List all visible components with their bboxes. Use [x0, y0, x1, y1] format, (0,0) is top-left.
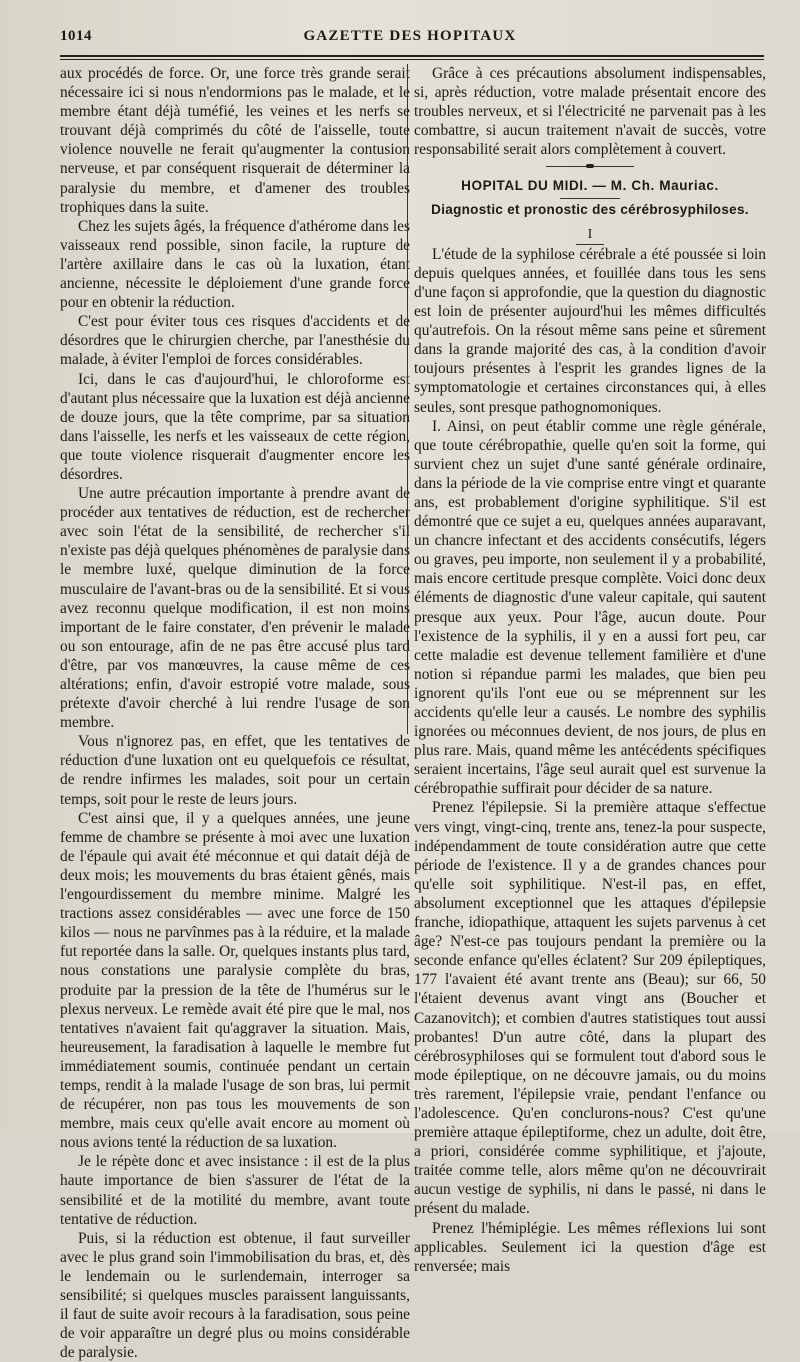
paragraph: Chez les sujets âgés, la fréquence d'athérome dans les vaisseaux rend possible, sinon facile, la rupture de l'artère axillaire dans le cas où la luxation, étant ancienne, nécessite le déploiement d'une grande force pour en obtenir la réduction. — [60, 217, 410, 312]
right-column — [414, 64, 766, 1276]
section-heading: HOPITAL DU MIDI. — M. Ch. Mauriac. — [461, 178, 719, 194]
page-header — [60, 28, 760, 50]
column-divider — [407, 64, 408, 734]
paragraph: C'est pour éviter tous ces risques d'accidents et de désordres que le chirurgien cherche, par l'anesthésie du malade, à éviter l'emploi de forces considérables. — [60, 313, 410, 369]
heading-rule — [560, 198, 620, 199]
paragraph: L'étude de la syphilose cérébrale a été poussée si loin depuis quelques années, et fouillée dans tous les sens d'une façon si approfondie, que la question du diagnostic est loin de présenter aujourd'hui les mêmes difficultés qu'autrefois. On la résout même sans peine et sûrement dans la grande majorité des cas, à la condition d'avoir toujours présentes à l'esprit les grandes lignes de la symptomatologie et certaines circonstances qui, à elles seules, sont presque pathognomoniques. — [414, 245, 766, 416]
paragraph: Prenez l'hémiplégie. Les mêmes réflexions lui sont applicables. Seulement ici la question d'âge est renversée; mais — [414, 1219, 766, 1275]
paragraph: Vous n'ignorez pas, en effet, que les tentatives de réduction d'une luxation ont eu quelquefois ce résultat, de rendre infirmes les malades, soit pour un certain temps, soit pour le reste de leurs jours. — [60, 733, 410, 808]
paragraph: Je le répète donc et avec insistance : il est de la plus haute importance de bien s'assurer de l'état de la sensibilité et de la motilité du membre, avant toute tentative de réduction. — [60, 1153, 410, 1228]
separator-rule — [546, 166, 634, 167]
paragraph: Puis, si la réduction est obtenue, il faut surveiller avec le plus grand soin l'immobilisation du bras, et, dès le lendemain ou le surlendemain, interroger sa sensibilité; si quelques muscles paraissent languissants, il faut de suite avoir recours à la faradisation, sous peine de voir apparaître un degré plus ou moins considérable de paralysie. — [60, 1229, 410, 1362]
paragraph: Prenez l'épilepsie. Si la première attaque s'effectue vers vingt, vingt-cinq, trente ans, tenez-la pour suspecte, indépendamment de toute considération autre que cette période de l'existence. Il y a de grandes chances pour qu'elle soit syphilitique. N'est-il pas, en effet, absolument exceptionnel que les attaques d'épilepsie franche, idiopathique, attaquent les sujets parvenus à cet âge? N'est-ce pas toujours pendant la première ou la seconde enfance qu'elles éclatent? Sur 209 épileptiques, 177 l'avaient été avant trente ans (Beau); sur 66, 50 l'étaient devenus avant vingt ans (Boucher et Cazanovitch); et combien d'autres statistiques tout aussi probantes! D'un autre côté, dans la plupart des cérébrosyphiloses qui se formulent tout d'abord sous le mode épileptique, on ne découvre jamais, ou du moins très rarement, l'épilepsie vraie, pendant l'enfance ou l'adolescence. Qu'en conclurons-nous? C'est qu'une première attaque épileptiforme, chez un adulte, doit être, a priori, considérée comme syphilitique, et j'ajoute, traitée comme telle, alors même qu'on ne découvrirait aucun vestige de syphilis, ni dans le passé, ni dans le présent du malade. — [414, 799, 766, 1218]
journal-title: GAZETTE DES HOPITAUX — [303, 28, 517, 44]
paragraph: Ici, dans le cas d'aujourd'hui, le chloroforme est d'autant plus nécessaire que la luxation est déjà ancienne de douze jours, que la tête comprime, par sa situation dans l'aisselle, les nerfs et les vaisseaux de cette région, que toute violence risquerait d'augmenter encore les désordres. — [60, 370, 410, 483]
paragraph: Une autre précaution importante à prendre avant de procéder aux tentatives de réduction, est de rechercher avec soin l'état de la sensibilité, de rechercher s'il n'existe pas déjà quelques phénomènes de paralysie dans le membre luxé, quelque diminution de la force musculaire de l'avant-bras ou de la sensibilité. Et si vous avez reconnu quelque modification, il est non moins important de le faire constater, d'en prévenir le malade ou son entourage, afin de ne pas être accusé plus tard d'être, par vos manœuvres, la cause même de ces altérations; enfin, d'avoir estropié votre malade, sous prétexte d'avoir cherché à lui rendre l'usage de son membre. — [60, 485, 410, 732]
intro-paragraph: Grâce à ces précautions absolument indispensables, si, après réduction, votre malade présentait encore des troubles nerveux, et si l'électricité ne parvenait pas à les combattre, si aucun traitement n'avait de succès, votre responsabilité serait alors complètement à couvert. — [414, 65, 766, 159]
header-rule — [60, 55, 764, 60]
paragraph: I. Ainsi, on peut établir comme une règle générale, que toute cérébropathie, quelle qu'en soit la forme, qui survient chez un sujet d'une santé générale ordinaire, dans la période de la vie comprise entre vingt et quarante ans, est probablement d'origine syphilitique. S'il est démontré que ce sujet a eu, quelques années auparavant, un chancre infectant et des accidents consécutifs, légers ou graves, peu importe, non seulement il y a probabilité, mais encore certitude presque complète. Voici donc deux éléments de diagnostic d'une valeur capitale, qui sautent presque aux yeux. Pour l'âge, aucun doute. Pour l'existence de la syphilis, il y en a aussi fort peu, car cette maladie est devenue tellement familière et d'une notion si répandue parmi les malades, que bien peu ignorent qu'ils l'ont eue ou se méprennent sur les accidents qu'elle leur a causés. Le nombre des syphilis ignorées ou méconnues devient, de nos jours, de plus en plus rare. Mais, quand même les antécédents spécifiques seraient incertains, l'âge seul aurait quel est survenue la cérébropathie suffirait pour décider de sa nature. — [414, 417, 766, 798]
article-title: Diagnostic et pronostic des cérébrosyphiloses. — [431, 201, 749, 217]
roman-numeral: I — [587, 226, 593, 242]
left-column — [60, 64, 410, 1362]
page-number: 1014 — [60, 28, 92, 44]
paragraph: C'est ainsi que, il y a quelques années, une jeune femme de chambre se présente à moi avec une luxation de l'épaule qui avait été méconnue et qui datait déjà de deux mois; les mouvements du bras étaient gênés, mais l'engourdissement du membre minime. Malgré les tractions assez considérables — avec une force de 150 kilos — nous ne parvînmes pas à la réduire, et la malade fut reportée dans la salle. Or, quelques instants plus tard, nous constations une paralysie complète du bras, produite par la pression de la tête de l'humérus sur le plexus nerveux. Le remède avait été pire que le mal, nos tentatives n'avaient fait qu'aggraver la situation. Mais, heureusement, la faradisation à laquelle le membre fut immédiatement soumis, continuée pendant un certain temps, rendit à la malade l'usage de son bras, lui permit de récupérer, non pas tous les mouvements de son membre, mais ceux qu'elle avait encore au moment où nous avions tenté la réduction de sa luxation. — [60, 809, 410, 1152]
paragraph: aux procédés de force. Or, une force très grande serait nécessaire ici si nous n'endormions pas le malade, et le membre étant déjà tuméfié, les veines et les nerfs se trouvant déjà comprimés du côté de l'aisselle, toute violence nouvelle ne ferait qu'augmenter la contusion nerveuse, et par conséquent risquerait de déterminer la paralysie du membre, et d'amener des troubles trophiques dans la suite. — [60, 65, 410, 216]
